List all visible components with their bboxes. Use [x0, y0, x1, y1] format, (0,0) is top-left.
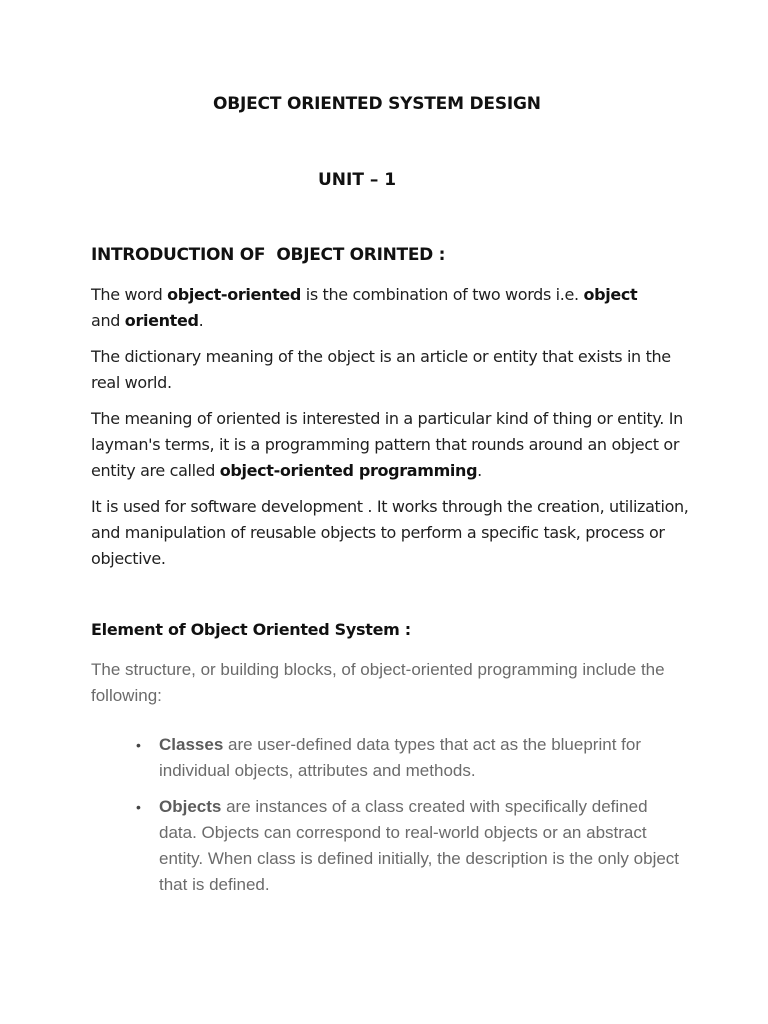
text-run: is the combination of two words i.e.	[300, 285, 584, 304]
text-run: and	[91, 311, 125, 330]
paragraph-oriented-meaning	[91, 406, 691, 484]
bullet-list	[130, 732, 690, 908]
bold-term-oop: object-oriented programming	[219, 461, 478, 480]
paragraph-structure: The structure, or building blocks, of object-oriented programming include the following:	[91, 660, 665, 705]
text-run: .	[198, 311, 204, 330]
element-heading: Element of Object Oriented System :	[91, 620, 411, 639]
bold-term-oriented: oriented	[124, 311, 199, 330]
list-item-classes	[130, 732, 690, 784]
text-run: The meaning of oriented is interested in a particular kind of thing or entity. In layman's terms, it is a programming pattern that rounds around an object or entity are called	[91, 409, 683, 480]
bullet-term: Objects	[159, 797, 222, 816]
bullet-text: are instances of a class created with specifically defined data. Objects can correspond to real-world objects or an abstract entity. When class is defined initially, the description is the only object that is defined.	[159, 797, 680, 894]
list-item-objects	[130, 794, 690, 898]
bullet-text: are user-defined data types that act as the blueprint for individual objects, attributes and methods.	[159, 735, 641, 780]
paragraph-usage: It is used for software development . It works through the creation, utilization, and manipulation of reusable objects to perform a specific task, process or objective.	[91, 497, 689, 568]
bullet-icon: •	[136, 737, 141, 753]
paragraph-object-oriented-definition	[91, 282, 651, 334]
text-run: .	[477, 461, 482, 480]
bullet-icon: •	[136, 799, 141, 815]
intro-heading: INTRODUCTION OF OBJECT ORINTED :	[91, 245, 446, 265]
bullet-term: Classes	[159, 735, 224, 754]
paragraph-object-meaning: The dictionary meaning of the object is an article or entity that exists in the real world.	[91, 347, 671, 392]
text-run: The word	[91, 285, 168, 304]
unit-heading: UNIT – 1	[318, 170, 397, 190]
bold-term-object: object	[583, 285, 638, 304]
document-title: OBJECT ORIENTED SYSTEM DESIGN	[213, 94, 541, 114]
bold-term-object-oriented: object-oriented	[167, 285, 301, 304]
